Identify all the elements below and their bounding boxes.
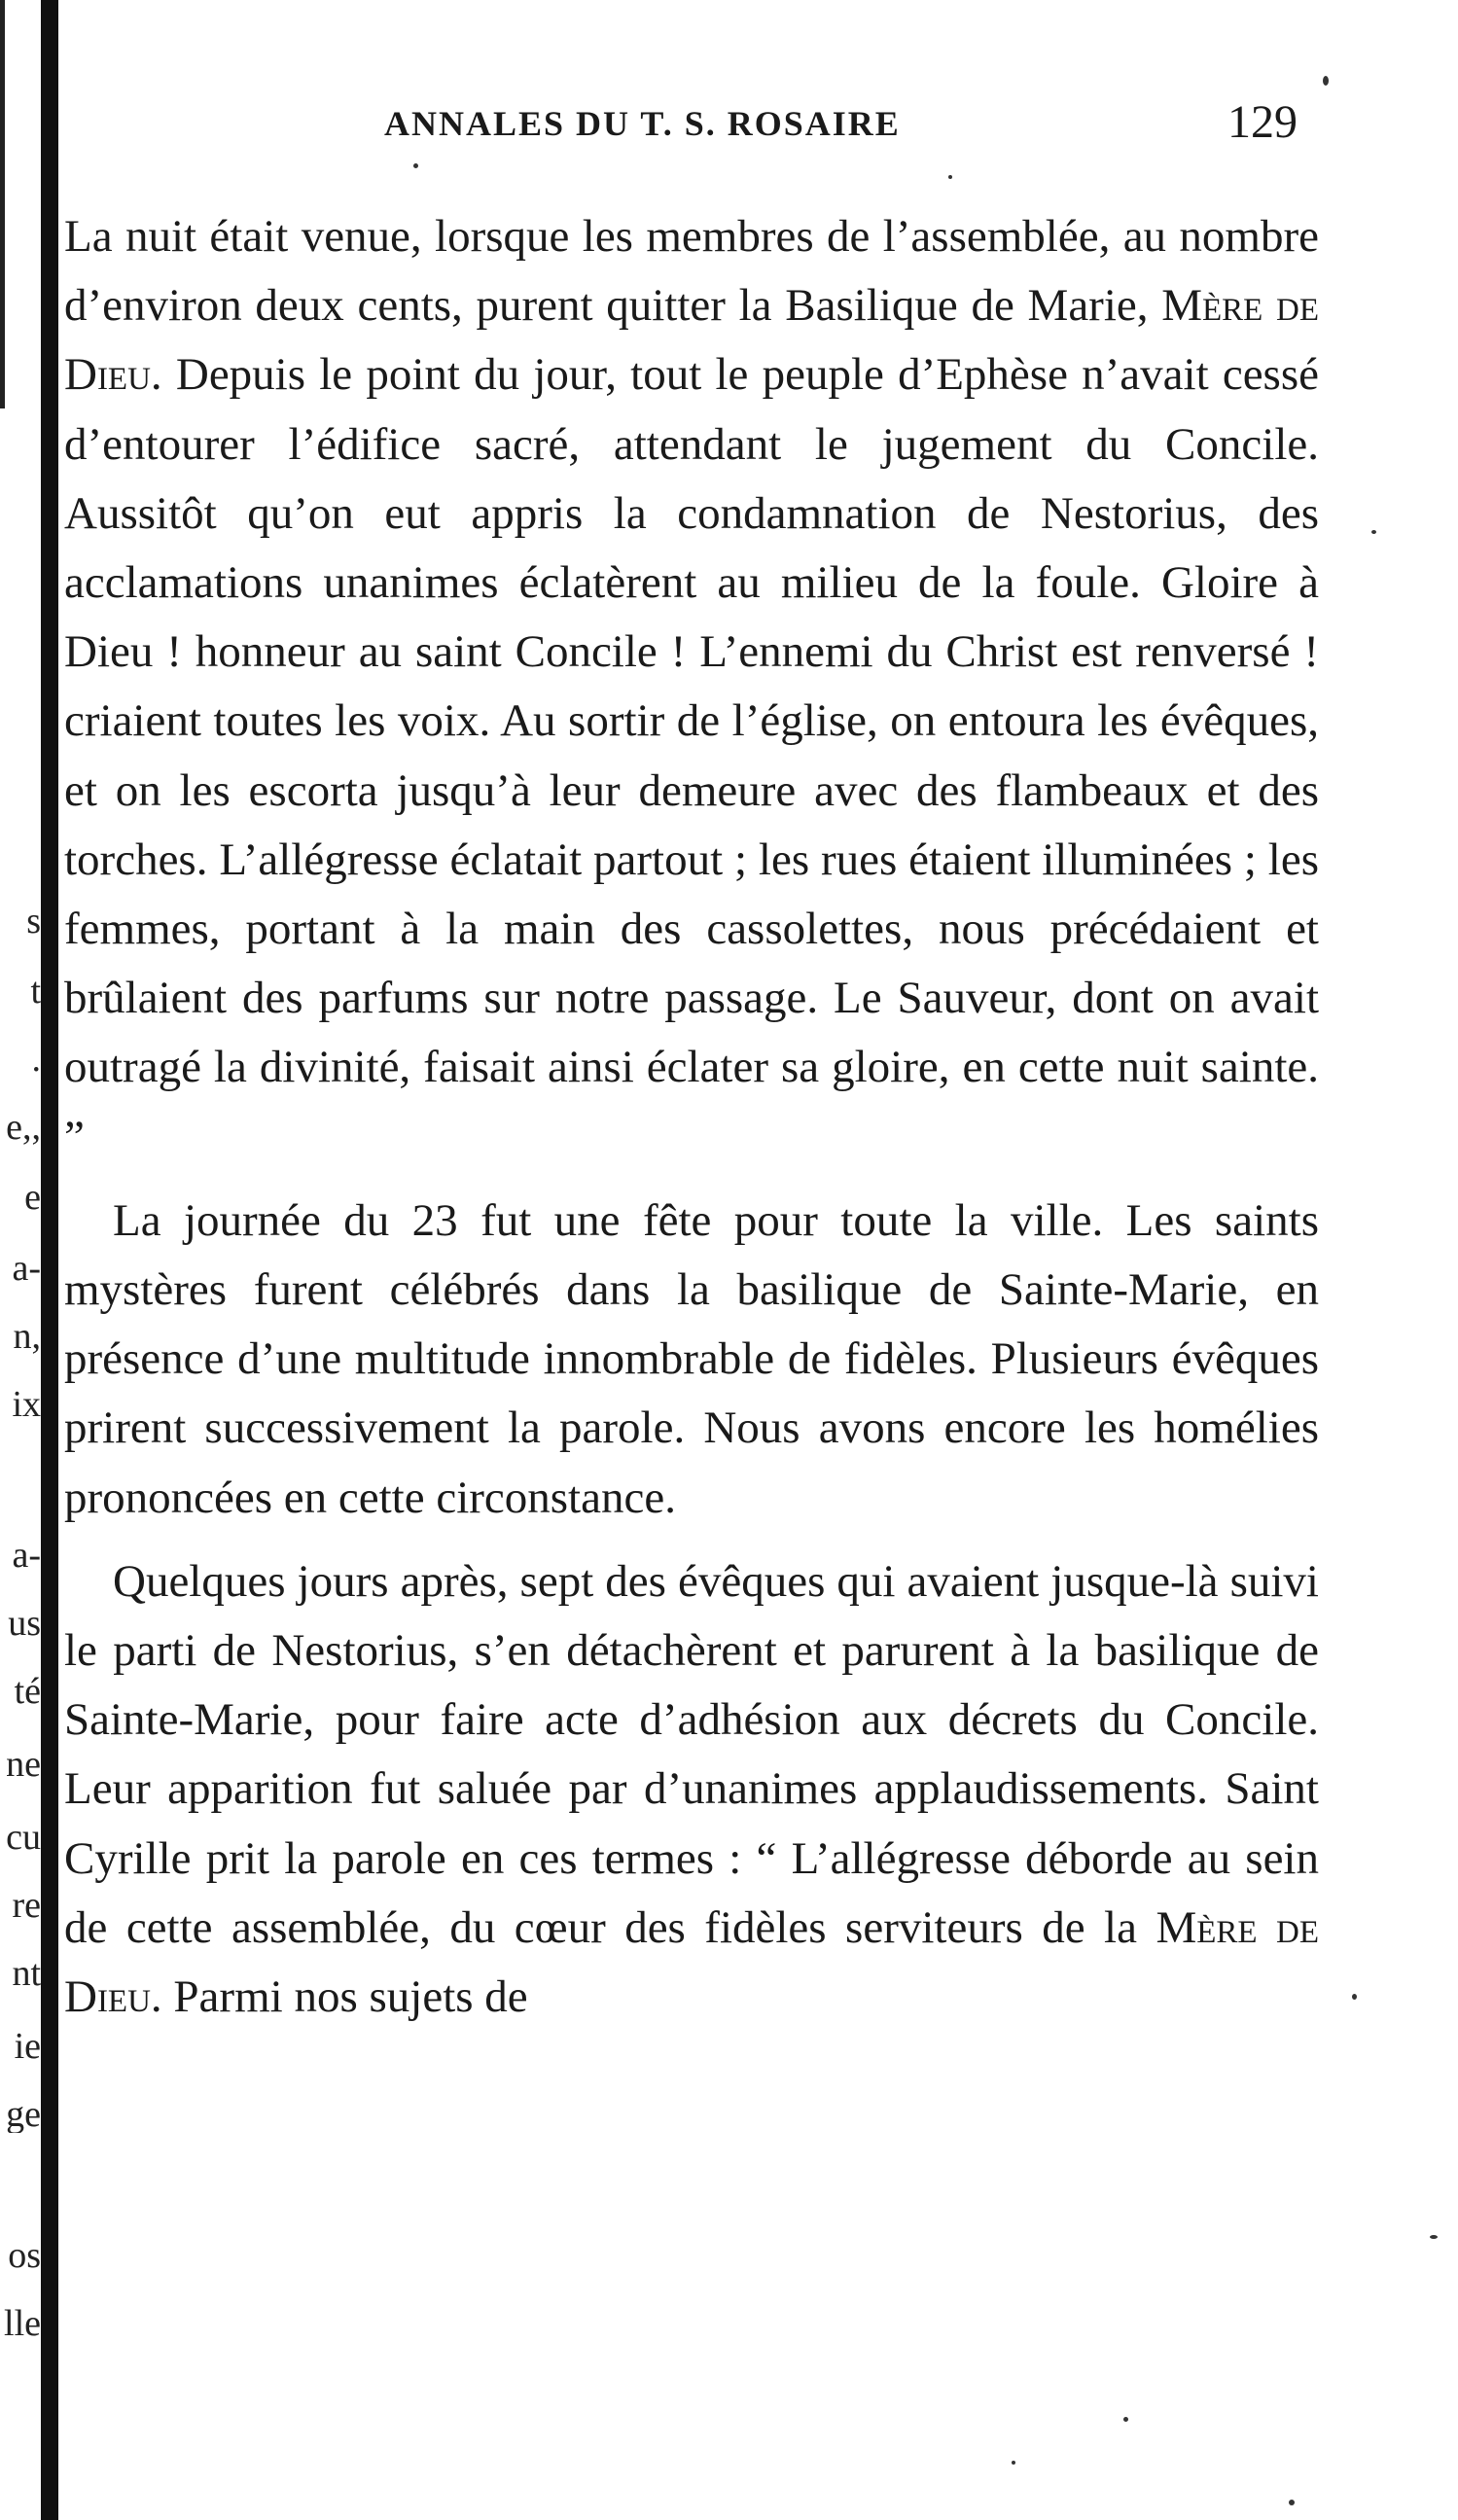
binding-gutter-shadow [41, 0, 58, 2520]
margin-fragment: s [26, 903, 41, 940]
small-caps-phrase: Mère de Dieu [64, 1901, 1320, 2023]
margin-fragment: t [30, 973, 41, 1010]
running-head: ANNALES DU T. S. ROSAIRE [384, 104, 901, 143]
print-speck [1430, 2235, 1438, 2239]
margin-fragment: a- [12, 1537, 41, 1574]
margin-fragment: re [12, 1887, 41, 1924]
paragraph-text: . Depuis le point du jour, tout le peuple d’Ephèse n’avait cessé d’entourer l’édifice sacré, attendant le jugement du Concile. Aussitôt qu’on eut appris la condamnation de Nestorius, des acclamations unanimes éclatèrent au milieu de la foule. Gloire à Dieu ! honneur au saint Concile ! L’ennemi du Christ est renversé ! criaient toutes les voix. Au sortir de l’église, on entoura les évêques, et on les escorta jusqu’à leur demeure avec des flambeaux et des torches. L’allégresse éclatait partout ; les rues étaient illuminées ; les femmes, portant à la main des cassolettes, nous précédaient et brûlaient des parfums sur notre passage. Le Sauveur, dont on avait outragé la divinité, faisait ainsi éclater sa gloire, en cette nuit sainte. ” [64, 349, 1319, 1162]
paragraph-text: Quelques jours après, sept des évêques qui avaient jusque-là suivi le parti de Nestorius, s’en détachèrent et parurent à la basilique de Sainte-Marie, pour faire acte d’adhésion aux décrets du Concile. Leur apparition fut saluée par d’unanimes applaudissements. Saint Cyrille prit la parole en ces termes : “ L’allégresse déborde au sein de cette assemblée, du cœur des fidèles serviteurs de la [64, 1555, 1319, 1953]
margin-fragment: lle [4, 2305, 41, 2342]
print-speck [1371, 530, 1376, 534]
print-speck [1289, 2500, 1295, 2505]
paragraph-text: . Parmi nos sujets de [150, 1971, 528, 2023]
small-caps-phrase: Mère de Dieu [64, 280, 1320, 401]
margin-fragment: cu [6, 1819, 41, 1856]
body-text [64, 202, 1319, 2032]
margin-fragment: ix [12, 1386, 41, 1423]
print-speck [1123, 2417, 1128, 2422]
paragraph-text: La nuit était venue, lorsque les membres de l’assemblée, au nombre d’environ deux cents, purent quitter la Basilique de Marie, [64, 211, 1319, 332]
paragraph [64, 202, 1319, 1172]
margin-fragment: e,, [6, 1109, 41, 1146]
margin-fragment: . [31, 1041, 41, 1078]
margin-fragment: nt [12, 1955, 41, 1992]
margin-fragment: ne [6, 1746, 41, 1783]
margin-fragment: os [8, 2237, 41, 2274]
margin-fragment: té [14, 1673, 41, 1710]
print-speck [948, 175, 952, 179]
adjacent-page-fragments [0, 0, 43, 2520]
margin-fragment: ie [14, 2028, 41, 2065]
margin-fragment: e [24, 1179, 41, 1216]
print-speck [1012, 2461, 1015, 2465]
print-speck [1352, 1994, 1357, 2000]
print-speck [1323, 76, 1329, 86]
page-number: 129 [1227, 96, 1298, 148]
margin-fragment: us [8, 1605, 41, 1642]
paragraph: La journée du 23 fut une fête pour toute la ville. Les saints mystères furent célébrés dans la basilique de Sainte-Marie, en présence d’une multitude innombrable de fidèles. Plusieurs évêques prirent successivement la parole. Nous avons encore les homélies prononcées en cette circonstance. [64, 1194, 1319, 1523]
paragraph [64, 1547, 1319, 2032]
page-header [0, 95, 1458, 154]
print-speck [413, 163, 418, 168]
margin-fragment: n, [13, 1318, 41, 1355]
margin-fragment: a- [12, 1250, 41, 1287]
margin-fragment: ge [6, 2096, 41, 2133]
